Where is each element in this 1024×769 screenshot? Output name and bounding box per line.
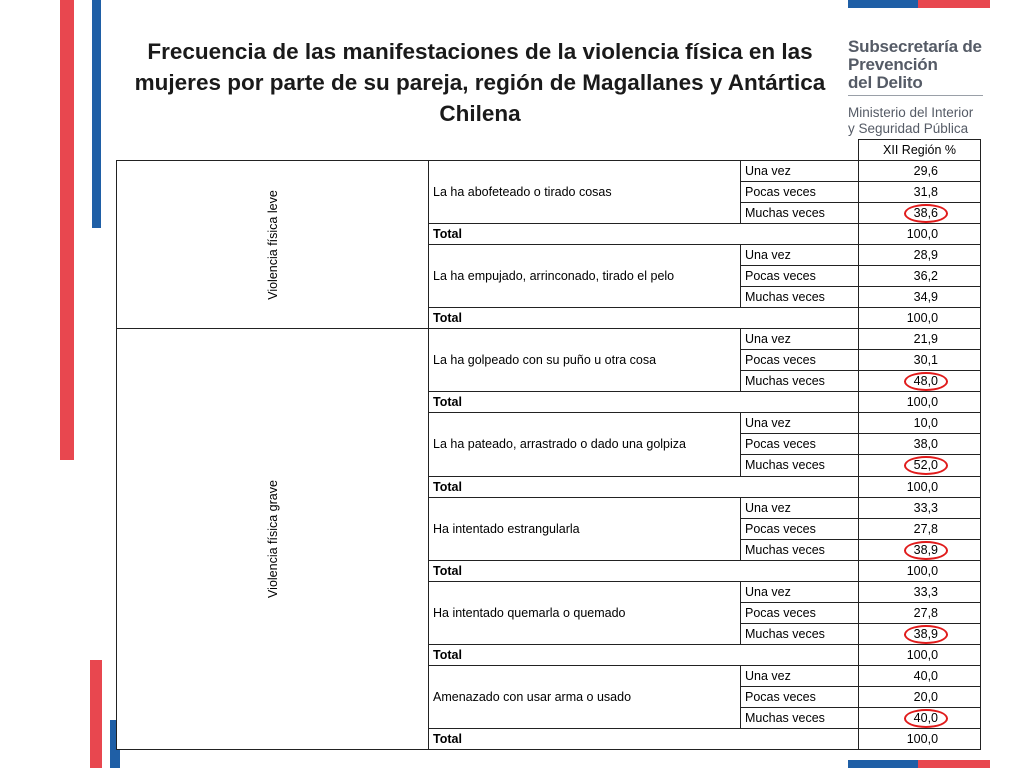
ministry-logo <box>848 38 1018 137</box>
frequency-label: Muchas veces <box>741 707 859 728</box>
total-label: Total <box>429 392 859 413</box>
table-row <box>117 161 981 182</box>
total-value: 100,0 <box>906 563 939 578</box>
total-value: 100,0 <box>906 395 939 410</box>
logo-line-2: Prevención <box>848 55 938 74</box>
item-label: Amenazado con usar arma o usado <box>429 665 741 728</box>
blue-bar-left <box>92 0 101 228</box>
total-label: Total <box>429 560 859 581</box>
frequency-label: Muchas veces <box>741 287 859 308</box>
total-value-cell <box>859 224 981 245</box>
group-label-cell <box>117 161 429 329</box>
percentage-value-cell <box>859 413 981 434</box>
frequency-label: Muchas veces <box>741 455 859 476</box>
total-value-cell <box>859 728 981 749</box>
percentage-value: 27,8 <box>913 605 939 620</box>
percentage-value-cell <box>859 245 981 266</box>
total-value-cell <box>859 476 981 497</box>
logo-line-5: y Seguridad Pública <box>848 121 969 136</box>
percentage-value-cell <box>859 602 981 623</box>
frequency-label: Pocas veces <box>741 434 859 455</box>
frequency-label: Pocas veces <box>741 602 859 623</box>
table-body <box>117 140 981 750</box>
table-header-row <box>117 140 981 161</box>
percentage-value-cell <box>859 182 981 203</box>
frequency-label: Pocas veces <box>741 182 859 203</box>
frequency-table <box>116 139 981 750</box>
percentage-value: 20,0 <box>913 689 939 704</box>
total-label: Total <box>429 224 859 245</box>
percentage-value: 29,6 <box>913 164 939 179</box>
item-label: La ha abofeteado o tirado cosas <box>429 161 741 224</box>
total-value: 100,0 <box>906 479 939 494</box>
column-header: XII Región % <box>859 140 981 161</box>
percentage-value: 33,3 <box>913 500 939 515</box>
item-label: Ha intentado estrangularla <box>429 497 741 560</box>
table-row <box>117 329 981 350</box>
red-bar-top-right <box>918 0 990 8</box>
percentage-value: 28,9 <box>913 248 939 263</box>
percentage-value-cell <box>859 707 981 728</box>
percentage-value-cell <box>859 581 981 602</box>
percentage-value: 38,0 <box>913 437 939 452</box>
percentage-value: 21,9 <box>913 332 939 347</box>
frequency-label: Pocas veces <box>741 518 859 539</box>
percentage-value-cell <box>859 518 981 539</box>
frequency-label: Muchas veces <box>741 203 859 224</box>
frequency-label: Pocas veces <box>741 686 859 707</box>
total-label: Total <box>429 308 859 329</box>
group-label-cell <box>117 329 429 750</box>
frequency-label: Una vez <box>741 497 859 518</box>
total-value: 100,0 <box>906 227 939 242</box>
percentage-value: 40,0 <box>913 668 939 683</box>
frequency-label: Muchas veces <box>741 539 859 560</box>
frequency-label: Una vez <box>741 161 859 182</box>
red-bar-bottom-right <box>918 760 990 768</box>
percentage-value-cell <box>859 686 981 707</box>
total-value-cell <box>859 560 981 581</box>
percentage-value-cell <box>859 350 981 371</box>
total-value: 100,0 <box>906 647 939 662</box>
total-value: 100,0 <box>906 731 939 746</box>
total-label: Total <box>429 476 859 497</box>
logo-line-1: Subsecretaría de <box>848 37 982 56</box>
logo-line-4: Ministerio del Interior <box>848 105 974 120</box>
highlighted-percentage: 48,0 <box>904 372 948 391</box>
percentage-value: 27,8 <box>913 521 939 536</box>
percentage-value-cell <box>859 665 981 686</box>
total-value: 100,0 <box>906 311 939 326</box>
logo-line-3: del Delito <box>848 73 923 92</box>
highlighted-percentage: 40,0 <box>904 709 948 728</box>
frequency-label: Una vez <box>741 245 859 266</box>
highlighted-percentage: 38,6 <box>904 204 948 223</box>
percentage-value-cell <box>859 623 981 644</box>
frequency-label: Una vez <box>741 329 859 350</box>
percentage-value-cell <box>859 371 981 392</box>
item-label: Ha intentado quemarla o quemado <box>429 581 741 644</box>
total-value-cell <box>859 308 981 329</box>
total-label: Total <box>429 644 859 665</box>
item-label: La ha pateado, arrastrado o dado una golpiza <box>429 413 741 476</box>
percentage-value-cell <box>859 434 981 455</box>
total-value-cell <box>859 392 981 413</box>
percentage-value: 36,2 <box>913 269 939 284</box>
highlighted-percentage: 38,9 <box>904 541 948 560</box>
percentage-value: 10,0 <box>913 416 939 431</box>
percentage-value-cell <box>859 329 981 350</box>
frequency-label: Muchas veces <box>741 623 859 644</box>
percentage-value: 34,9 <box>913 290 939 305</box>
percentage-value-cell <box>859 539 981 560</box>
group-label: Violencia física grave <box>265 480 280 599</box>
percentage-value-cell <box>859 497 981 518</box>
red-bar-left <box>60 0 74 460</box>
percentage-value: 33,3 <box>913 584 939 599</box>
logo-divider <box>848 95 983 96</box>
page-title: Frecuencia de las manifestaciones de la violencia física en las mujeres por parte de su pareja, región de Magallanes y Antártica Chilena <box>134 39 826 126</box>
blue-bar-top-right <box>848 0 918 8</box>
frequency-label: Una vez <box>741 581 859 602</box>
total-label: Total <box>429 728 859 749</box>
frequency-label: Muchas veces <box>741 371 859 392</box>
highlighted-percentage: 52,0 <box>904 456 948 475</box>
percentage-value-cell <box>859 287 981 308</box>
frequency-label: Pocas veces <box>741 266 859 287</box>
total-value-cell <box>859 644 981 665</box>
percentage-value-cell <box>859 161 981 182</box>
header-blank-cell <box>117 140 859 161</box>
frequency-label: Pocas veces <box>741 350 859 371</box>
percentage-value: 30,1 <box>913 353 939 368</box>
percentage-value: 31,8 <box>913 185 939 200</box>
item-label: La ha empujado, arrinconado, tirado el pelo <box>429 245 741 308</box>
group-label: Violencia física leve <box>265 189 280 300</box>
blue-bar-bottom-right <box>848 760 918 768</box>
percentage-value-cell <box>859 266 981 287</box>
red-bar-left-bottom <box>90 660 102 768</box>
frequency-label: Una vez <box>741 413 859 434</box>
percentage-value-cell <box>859 455 981 476</box>
percentage-value-cell <box>859 203 981 224</box>
frequency-label: Una vez <box>741 665 859 686</box>
highlighted-percentage: 38,9 <box>904 625 948 644</box>
item-label: La ha golpeado con su puño u otra cosa <box>429 329 741 392</box>
